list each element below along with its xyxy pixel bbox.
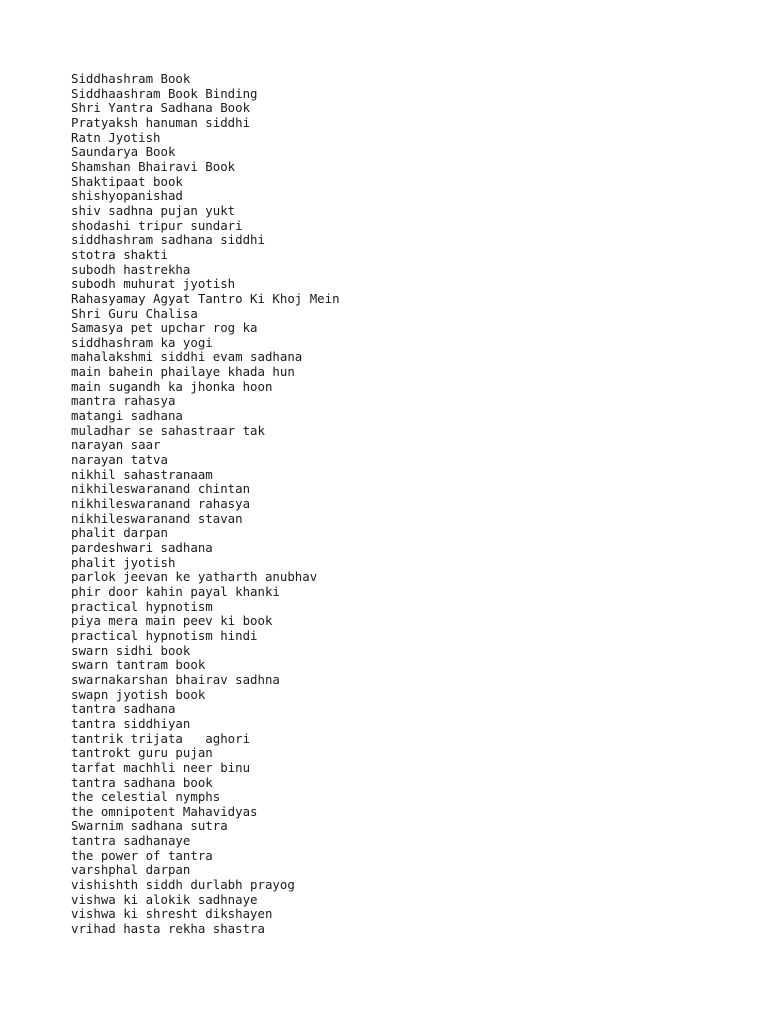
book-title-item: main bahein phailaye khada hun [71, 364, 295, 380]
book-title-list [71, 72, 340, 937]
book-title-item: shodashi tripur sundari [71, 217, 243, 233]
book-title-item: pardeshwari sadhana [71, 540, 213, 555]
book-title-item: tantra sadhana book [71, 774, 213, 790]
book-title-item: shiv sadhna pujan yukt [71, 202, 236, 218]
book-title-item: parlok jeevan ke yatharth anubhav [71, 569, 318, 585]
book-title-item: phalit jyotish [71, 554, 176, 570]
book-title-item: tarfat machhli neer binu [71, 759, 251, 775]
book-title-item: tantrik trijata aghori [71, 730, 251, 746]
book-title-item: nikhileswaranand rahasya [71, 496, 251, 512]
book-title-item: siddhashram sadhana siddhi [71, 232, 265, 248]
book-title-item: narayan tatva [71, 452, 168, 468]
book-title-item: tantra sadhana [71, 701, 176, 717]
book-title-item: matangi sadhana [71, 408, 183, 424]
book-title-item: subodh hastrekha [71, 261, 191, 277]
book-title-item: shishyopanishad [71, 188, 183, 204]
book-title-item: the power of tantra [71, 847, 213, 863]
book-title-item: Samasya pet upchar rog ka [71, 320, 258, 336]
book-title-item: phir door kahin payal khanki [71, 583, 280, 599]
book-title-item: Rahasyamay Agyat Tantro Ki Khoj Mein [71, 290, 340, 306]
book-title-item: the celestial nymphs [71, 789, 221, 805]
book-title-item: narayan saar [71, 437, 161, 453]
book-title-item: the omnipotent Mahavidyas [71, 803, 258, 819]
book-title-item: Siddhashram Book [71, 71, 191, 86]
book-title-item: vishishth siddh durlabh prayog [71, 877, 295, 893]
book-title-item: vishwa ki shresht dikshayen [71, 906, 273, 922]
book-title-item: swarn tantram book [71, 657, 206, 673]
book-title-item: tantra siddhiyan [71, 715, 191, 731]
book-title-item: Shri Yantra Sadhana Book [71, 100, 251, 116]
book-title-item: nikhil sahastranaam [71, 466, 213, 482]
book-title-item: practical hypnotism [71, 598, 213, 614]
book-title-item: vrihad hasta rekha shastra [71, 921, 265, 937]
book-title-item: practical hypnotism hindi [71, 627, 258, 643]
book-title-item: muladhar se sahastraar tak [71, 422, 265, 438]
book-title-item: Saundarya Book [71, 144, 176, 160]
book-title-item: Pratyaksh hanuman siddhi [71, 114, 251, 130]
book-title-item: swarn sidhi book [71, 642, 191, 658]
book-title-item: mahalakshmi siddhi evam sadhana [71, 349, 303, 365]
book-title-item: Shaktipaat book [71, 173, 183, 189]
book-title-item: Shri Guru Chalisa [71, 305, 198, 321]
book-title-item: varshphal darpan [71, 862, 191, 878]
book-title-item: swapn jyotish book [71, 686, 206, 702]
book-title-item: siddhashram ka yogi [71, 334, 213, 350]
book-title-item: piya mera main peev ki book [71, 613, 273, 629]
book-title-item: Swarnim sadhana sutra [71, 818, 228, 834]
book-title-item: stotra shakti [71, 246, 168, 262]
book-title-item: nikhileswaranand chintan [71, 481, 251, 497]
book-title-item: phalit darpan [71, 525, 168, 541]
book-title-item: subodh muhurat jyotish [71, 276, 236, 292]
book-title-item: Ratn Jyotish [71, 129, 161, 145]
book-title-item: Siddhaashram Book Binding [71, 85, 258, 101]
book-title-item: swarnakarshan bhairav sadhna [71, 671, 280, 687]
book-title-item: mantra rahasya [71, 393, 176, 409]
book-title-item: vishwa ki alokik sadhnaye [71, 891, 258, 907]
book-title-item: main sugandh ka jhonka hoon [71, 378, 273, 394]
book-title-item: Shamshan Bhairavi Book [71, 158, 236, 174]
book-title-item: nikhileswaranand stavan [71, 510, 243, 526]
book-title-item: tantrokt guru pujan [71, 745, 213, 761]
book-title-item: tantra sadhanaye [71, 833, 191, 849]
